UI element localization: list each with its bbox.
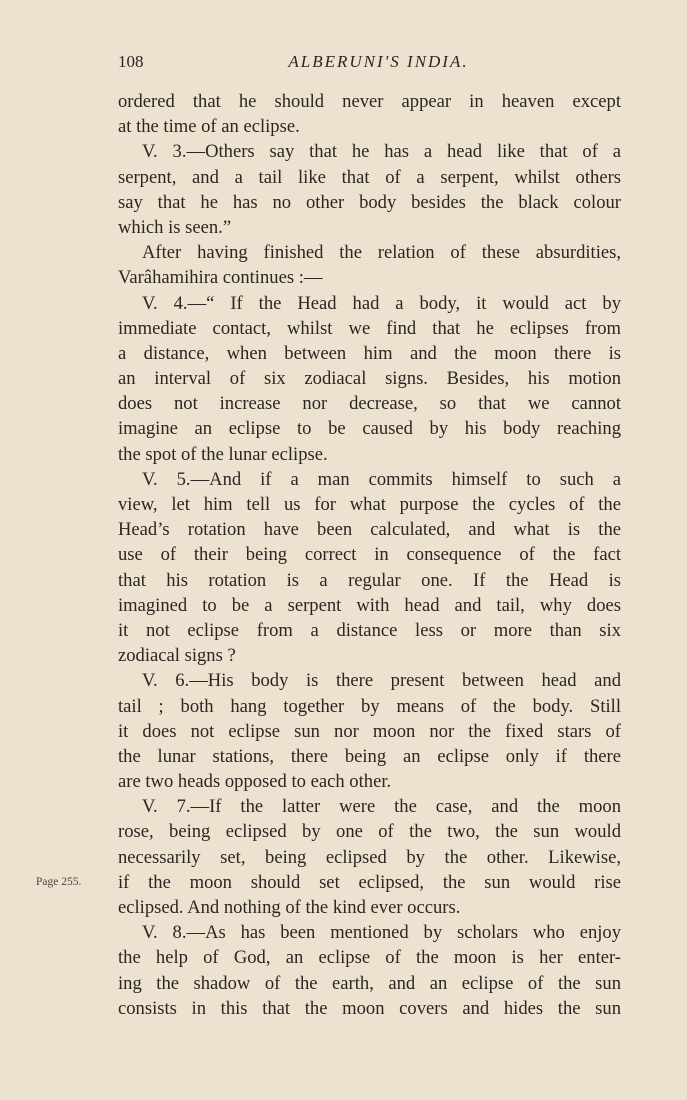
text-line: the help of God, an eclipse of the moon is her enter- xyxy=(118,947,621,969)
text-line: an interval of six zodiacal signs. Besides, his motion xyxy=(118,368,621,390)
margin-page-reference: Page 255. xyxy=(36,876,82,888)
text-line: are two heads opposed to each other. xyxy=(118,771,392,793)
text-line: V. 5.—And if a man commits himself to such a xyxy=(142,468,621,490)
text-line: it does not eclipse sun nor moon nor the fixed stars of xyxy=(118,720,621,742)
page-number: 108 xyxy=(118,52,144,71)
running-title: ALBERUNI'S INDIA. xyxy=(288,52,469,71)
text-line: immediate contact, whilst we find that he eclipses from xyxy=(118,317,621,339)
text-line: use of their being correct in consequence of the fact xyxy=(118,544,621,566)
text-line: a distance, when between him and the moon there is xyxy=(118,342,621,364)
text-line: imagine an eclipse to be caused by his body reaching xyxy=(118,418,621,440)
running-head xyxy=(118,52,621,78)
text-line: if the moon should set eclipsed, the sun would rise xyxy=(118,871,621,893)
text-line: rose, being eclipsed by one of the two, the sun would xyxy=(118,821,621,843)
text-line: serpent, and a tail like that of a serpent, whilst others xyxy=(118,166,621,188)
text-line: it not eclipse from a distance less or more than six xyxy=(118,619,621,641)
text-line: the lunar stations, there being an eclipse only if there xyxy=(118,745,621,767)
text-line: ordered that he should never appear in heaven except xyxy=(118,91,621,112)
text-line: eclipsed. And nothing of the kind ever occurs. xyxy=(118,897,461,918)
text-line: which is seen.” xyxy=(118,216,232,238)
text-line: V. 3.—Others say that he has a head like that of a xyxy=(142,141,621,163)
text-line: imagined to be a serpent with head and tail, why does xyxy=(118,594,621,616)
text-line: V. 6.—His body is there present between head and xyxy=(142,670,621,692)
text-line: V. 7.—If the latter were the case, and the moon xyxy=(142,796,621,818)
text-line: say that he has no other body besides the black colour xyxy=(118,191,621,213)
text-line: at the time of an eclipse. xyxy=(118,116,300,138)
body-text xyxy=(118,89,621,1021)
text-line: After having finished the relation of these absurdities, xyxy=(142,242,621,264)
text-line: V. 4.—“ If the Head had a body, it would act by xyxy=(142,292,621,314)
text-line: tail ; both hang together by means of the body. Still xyxy=(118,695,621,717)
text-line: does not increase nor decrease, so that we cannot xyxy=(118,393,621,415)
text-line: Head’s rotation have been calculated, and what is the xyxy=(118,519,621,541)
text-line: V. 8.—As has been mentioned by scholars who enjoy xyxy=(142,922,621,944)
text-line: view, let him tell us for what purpose the cycles of the xyxy=(118,494,621,515)
text-line: that his rotation is a regular one. If the Head is xyxy=(118,569,621,591)
text-line: the spot of the lunar eclipse. xyxy=(118,443,328,465)
text-line: zodiacal signs ? xyxy=(118,645,236,667)
text-line: necessarily set, being eclipsed by the other. Likewise, xyxy=(118,846,621,868)
text-line: Varâhamihira continues :— xyxy=(118,267,323,289)
text-line: consists in this that the moon covers and hides the sun xyxy=(118,997,621,1019)
text-line: ing the shadow of the earth, and an eclipse of the sun xyxy=(118,972,621,994)
